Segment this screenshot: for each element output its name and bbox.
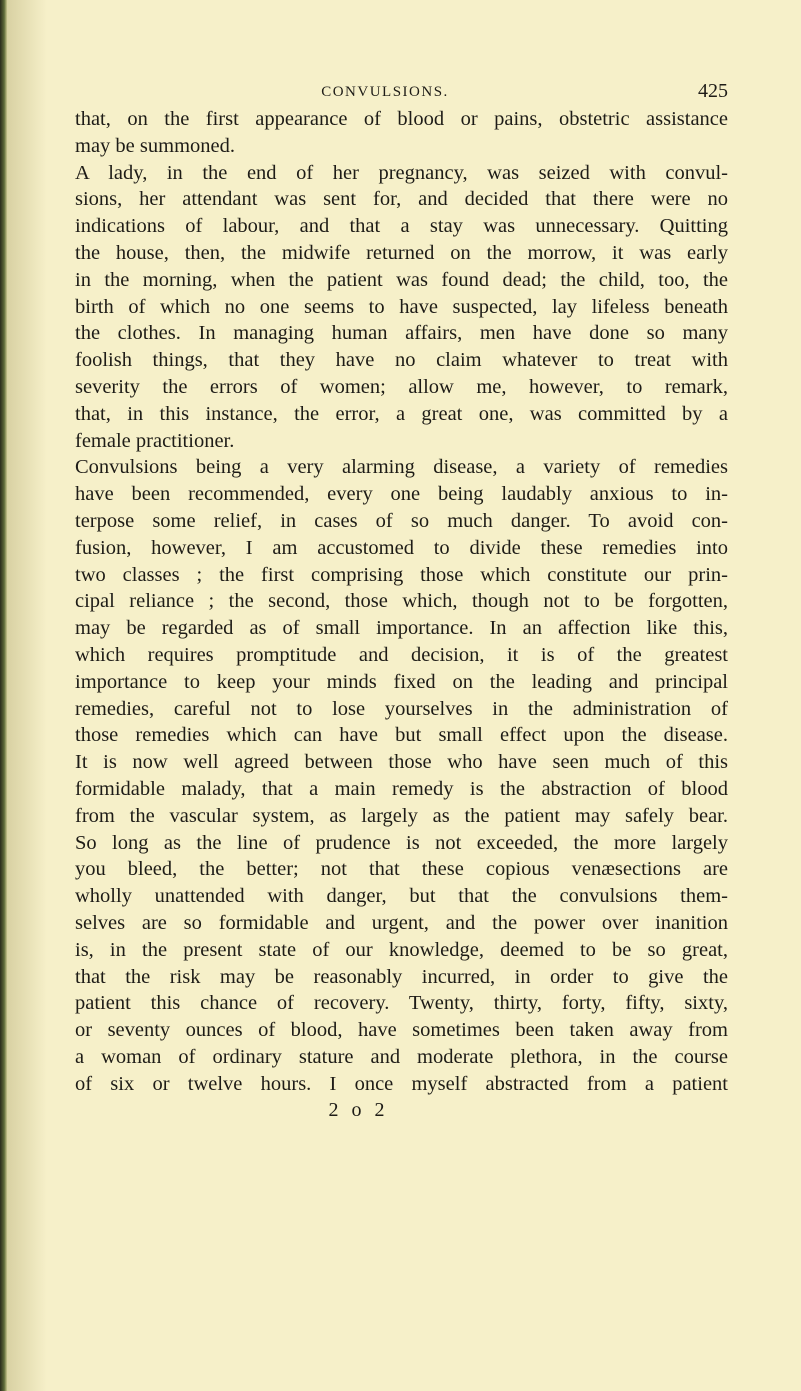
text-line: sions, her attendant was sent for, and decided that there were no (75, 188, 728, 211)
body-text (75, 106, 728, 1097)
text-line: those remedies which can have but small effect upon the disease. (75, 724, 728, 747)
signature-mark: 2 o 2 (328, 1099, 389, 1121)
text-line: two classes ; the first comprising those which constitute our prin- (75, 563, 728, 586)
book-spine-edge (0, 0, 7, 1391)
signature-mark-row (0, 1099, 801, 1122)
text-line: fusion, however, I am accustomed to divide these remedies into (75, 536, 728, 559)
text-line: terpose some relief, in cases of so much danger. To avoid con- (75, 509, 728, 532)
text-line: A lady, in the end of her pregnancy, was seized with convul- (75, 161, 728, 184)
text-line: which requires promptitude and decision, it is of the greatest (75, 643, 728, 666)
text-line: It is now well agreed between those who have seen much of this (75, 751, 728, 774)
text-line: birth of which no one seems to have suspected, lay lifeless beneath (75, 295, 728, 318)
running-title: CONVULSIONS. (321, 84, 449, 100)
text-line: importance to keep your minds fixed on the leading and principal (75, 670, 728, 693)
text-line: remedies, careful not to lose yourselves in the administration of (75, 697, 728, 720)
text-line: severity the errors of women; allow me, however, to remark, (75, 375, 728, 398)
text-line: of six or twelve hours. I once myself abstracted from a patient (75, 1072, 728, 1095)
text-line: So long as the line of prudence is not exceeded, the more largely (75, 831, 728, 854)
gutter-shadow (7, 0, 47, 1391)
text-line: wholly unattended with danger, but that the convulsions them- (75, 885, 728, 908)
text-line: the clothes. In managing human affairs, men have done so many (75, 322, 728, 345)
text-line: is, in the present state of our knowledge, deemed to be so great, (75, 938, 728, 961)
text-line: have been recommended, every one being laudably anxious to in- (75, 483, 728, 506)
text-line: cipal reliance ; the second, those which, though not to be forgotten, (75, 590, 728, 613)
page-header (75, 80, 728, 108)
text-line: selves are so formidable and urgent, and the power over inanition (75, 911, 728, 934)
text-line: the house, then, the midwife returned on the morrow, it was early (75, 241, 728, 264)
text-line: a woman of ordinary stature and moderate plethora, in the course (75, 1045, 728, 1068)
text-line: formidable malady, that a main remedy is the abstraction of blood (75, 777, 728, 800)
text-line: you bleed, the better; not that these copious venæsections are (75, 858, 728, 881)
text-line: or seventy ounces of blood, have sometimes been taken away from (75, 1019, 728, 1042)
text-line: indications of labour, and that a stay was unnecessary. Quitting (75, 215, 728, 238)
text-line: that the risk may be reasonably incurred, in order to give the (75, 965, 728, 988)
text-line: foolish things, that they have no claim whatever to treat with (75, 349, 728, 372)
text-line: may be summoned. (75, 134, 235, 157)
text-line: from the vascular system, as largely as the patient may safely bear. (75, 804, 728, 827)
text-line: patient this chance of recovery. Twenty, thirty, forty, fifty, sixty, (75, 992, 728, 1015)
text-line: in the morning, when the patient was found dead; the child, too, the (75, 268, 728, 291)
text-line: that, on the first appearance of blood or pains, obstetric assistance (75, 108, 728, 130)
text-line: that, in this instance, the error, a great one, was committed by a (75, 402, 728, 425)
text-line: may be regarded as of small importance. In an affection like this, (75, 617, 728, 640)
text-line: female practitioner. (75, 429, 235, 452)
text-line: Convulsions being a very alarming disease, a variety of remedies (75, 456, 728, 479)
page-number: 425 (698, 80, 728, 102)
